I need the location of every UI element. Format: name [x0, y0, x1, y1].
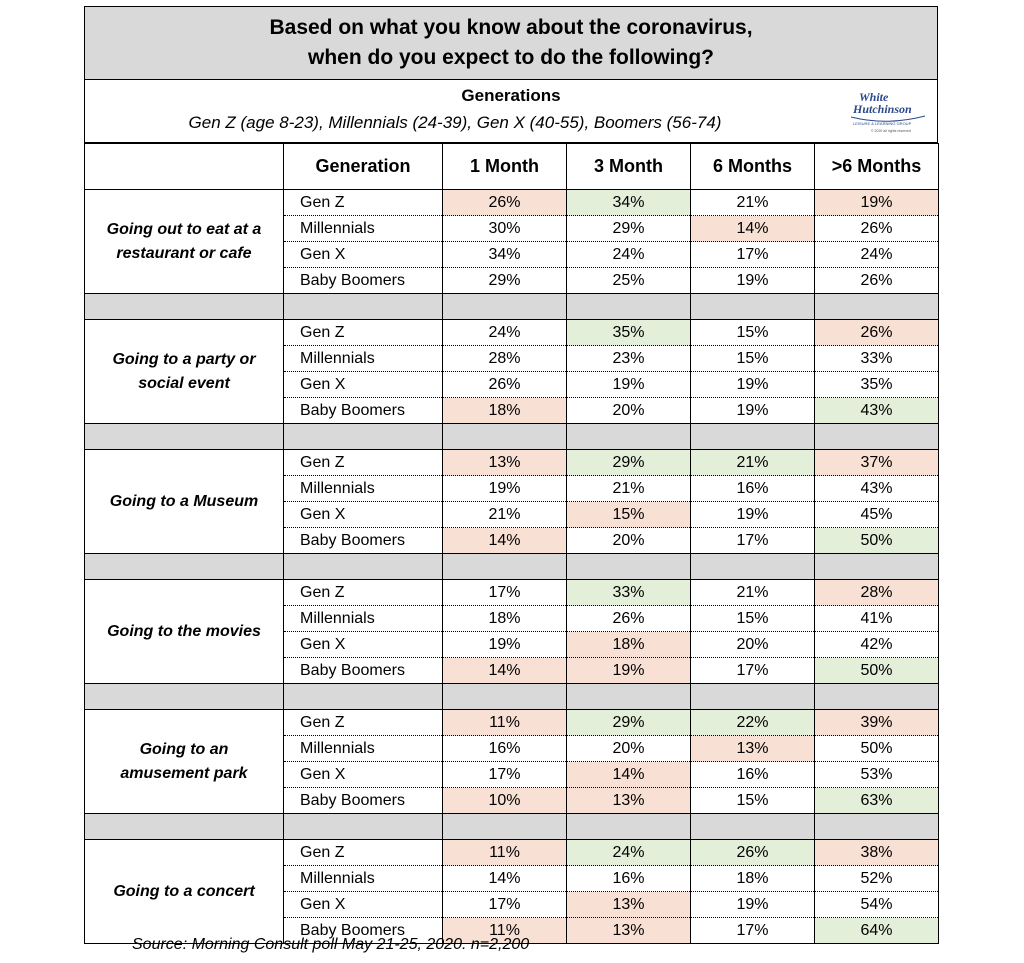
value-cell: 11% [443, 710, 567, 736]
generation-cell: Gen Z [284, 450, 443, 476]
value-cell: 21% [691, 580, 815, 606]
value-cell: 23% [567, 346, 691, 372]
spacer-cell [567, 684, 691, 710]
spacer-cell [85, 424, 284, 450]
spacer-cell [567, 814, 691, 840]
table-row [85, 320, 939, 346]
chart-container [84, 6, 938, 944]
spacer-cell [691, 554, 815, 580]
group-spacer [85, 684, 939, 710]
spacer-cell [567, 294, 691, 320]
value-cell: 54% [815, 892, 939, 918]
activity-label [85, 580, 284, 684]
spacer-cell [567, 554, 691, 580]
value-cell: 29% [567, 710, 691, 736]
generation-cell: Millennials [284, 346, 443, 372]
value-cell: 50% [815, 528, 939, 554]
generation-cell: Gen Z [284, 580, 443, 606]
value-cell: 28% [815, 580, 939, 606]
value-cell: 33% [567, 580, 691, 606]
spacer-cell [284, 424, 443, 450]
value-cell: 22% [691, 710, 815, 736]
group-spacer [85, 814, 939, 840]
generation-cell: Baby Boomers [284, 528, 443, 554]
value-cell: 14% [443, 866, 567, 892]
value-cell: 15% [691, 346, 815, 372]
title-line-1: Based on what you know about the coronavirus, [269, 16, 753, 39]
col-header-1-month: 1 Month [443, 144, 567, 190]
generation-cell: Gen Z [284, 320, 443, 346]
generation-cell: Millennials [284, 606, 443, 632]
group-spacer [85, 554, 939, 580]
spacer-cell [443, 814, 567, 840]
value-cell: 45% [815, 502, 939, 528]
value-cell: 26% [815, 216, 939, 242]
header-row [85, 144, 939, 190]
generation-cell: Millennials [284, 866, 443, 892]
value-cell: 15% [691, 320, 815, 346]
value-cell: 43% [815, 398, 939, 424]
spacer-cell [815, 554, 939, 580]
value-cell: 18% [691, 866, 815, 892]
activity-label-line: Going to a Museum [109, 492, 259, 510]
generation-cell: Gen Z [284, 840, 443, 866]
value-cell: 21% [691, 450, 815, 476]
generation-cell: Baby Boomers [284, 918, 443, 944]
activity-label-line: amusement park [120, 764, 248, 782]
spacer-cell [443, 424, 567, 450]
spacer-cell [815, 424, 939, 450]
activity-label-line: social event [138, 374, 230, 392]
value-cell: 21% [691, 190, 815, 216]
value-cell: 14% [443, 658, 567, 684]
value-cell: 15% [691, 606, 815, 632]
value-cell: 41% [815, 606, 939, 632]
spacer-cell [284, 814, 443, 840]
col-header-over-6-months: >6 Months [815, 144, 939, 190]
activity-label [85, 320, 284, 424]
spacer-cell [567, 424, 691, 450]
table-row [85, 580, 939, 606]
value-cell: 50% [815, 736, 939, 762]
spacer-cell [284, 684, 443, 710]
value-cell: 42% [815, 632, 939, 658]
value-cell: 19% [691, 892, 815, 918]
value-cell: 39% [815, 710, 939, 736]
value-cell: 64% [815, 918, 939, 944]
value-cell: 11% [443, 840, 567, 866]
value-cell: 14% [567, 762, 691, 788]
generation-cell: Gen X [284, 892, 443, 918]
spacer-cell [815, 684, 939, 710]
value-cell: 63% [815, 788, 939, 814]
value-cell: 15% [567, 502, 691, 528]
subtitle-heading: Generations [461, 86, 561, 105]
value-cell: 35% [815, 372, 939, 398]
value-cell: 19% [691, 398, 815, 424]
value-cell: 19% [691, 372, 815, 398]
generation-cell: Gen X [284, 502, 443, 528]
spacer-cell [691, 294, 815, 320]
value-cell: 17% [691, 658, 815, 684]
value-cell: 26% [815, 320, 939, 346]
spacer-cell [443, 684, 567, 710]
value-cell: 17% [691, 528, 815, 554]
value-cell: 52% [815, 866, 939, 892]
value-cell: 19% [443, 632, 567, 658]
value-cell: 28% [443, 346, 567, 372]
generation-cell: Gen Z [284, 190, 443, 216]
generation-cell: Gen X [284, 632, 443, 658]
value-cell: 29% [567, 216, 691, 242]
table-row [85, 450, 939, 476]
activity-label [85, 710, 284, 814]
value-cell: 25% [567, 268, 691, 294]
logo-text-2: Hutchinson [853, 102, 912, 116]
value-cell: 17% [443, 892, 567, 918]
spacer-cell [691, 684, 815, 710]
generation-cell: Baby Boomers [284, 268, 443, 294]
value-cell: 13% [443, 450, 567, 476]
value-cell: 26% [443, 190, 567, 216]
subtitle-groups: Gen Z (age 8-23), Millennials (24-39), Gen X (40-55), Boomers (56-74) [188, 113, 722, 132]
value-cell: 26% [443, 372, 567, 398]
value-cell: 29% [567, 450, 691, 476]
generation-cell: Gen X [284, 242, 443, 268]
activity-label-line: Going to an [139, 740, 229, 758]
activity-label-line: Going out to eat at a [106, 220, 262, 238]
value-cell: 26% [567, 606, 691, 632]
table-row [85, 190, 939, 216]
activity-label-line: Going to a party or [112, 350, 256, 368]
value-cell: 14% [443, 528, 567, 554]
activity-label-line: Going to a concert [113, 882, 255, 900]
logo-tagline: LEISURE & LEARNING GROUP [853, 121, 912, 126]
value-cell: 26% [815, 268, 939, 294]
value-cell: 35% [567, 320, 691, 346]
value-cell: 17% [443, 580, 567, 606]
value-cell: 16% [691, 476, 815, 502]
value-cell: 18% [443, 398, 567, 424]
value-cell: 20% [691, 632, 815, 658]
activity-label [85, 840, 284, 944]
value-cell: 24% [815, 242, 939, 268]
spacer-cell [443, 294, 567, 320]
value-cell: 20% [567, 398, 691, 424]
value-cell: 29% [443, 268, 567, 294]
value-cell: 34% [443, 242, 567, 268]
col-header-6-months: 6 Months [691, 144, 815, 190]
generation-cell: Gen Z [284, 710, 443, 736]
value-cell: 17% [691, 918, 815, 944]
value-cell: 20% [567, 528, 691, 554]
col-header-3-month: 3 Month [567, 144, 691, 190]
subtitle-banner [84, 80, 938, 143]
activity-label-line: Going to the movies [107, 622, 261, 640]
value-cell: 19% [567, 658, 691, 684]
value-cell: 33% [815, 346, 939, 372]
value-cell: 19% [443, 476, 567, 502]
generation-cell: Baby Boomers [284, 658, 443, 684]
generation-cell: Gen X [284, 372, 443, 398]
table-row [85, 840, 939, 866]
value-cell: 13% [567, 788, 691, 814]
spacer-cell [691, 814, 815, 840]
value-cell: 14% [691, 216, 815, 242]
spacer-cell [443, 554, 567, 580]
title-banner [84, 6, 938, 80]
value-cell: 13% [691, 736, 815, 762]
value-cell: 19% [567, 372, 691, 398]
activity-label [85, 190, 284, 294]
value-cell: 15% [691, 788, 815, 814]
value-cell: 50% [815, 658, 939, 684]
generation-cell: Baby Boomers [284, 788, 443, 814]
title-line-2: when do you expect to do the following? [308, 46, 714, 69]
value-cell: 24% [567, 840, 691, 866]
value-cell: 11% [443, 918, 567, 944]
header-blank [85, 144, 284, 190]
spacer-cell [284, 554, 443, 580]
spacer-cell [691, 424, 815, 450]
data-table [84, 143, 939, 944]
value-cell: 13% [567, 892, 691, 918]
value-cell: 30% [443, 216, 567, 242]
generation-cell: Gen X [284, 762, 443, 788]
spacer-cell [85, 554, 284, 580]
value-cell: 16% [567, 866, 691, 892]
value-cell: 26% [691, 840, 815, 866]
generation-cell: Millennials [284, 736, 443, 762]
group-spacer [85, 424, 939, 450]
value-cell: 20% [567, 736, 691, 762]
logo-text-1: White [859, 90, 889, 104]
value-cell: 16% [443, 736, 567, 762]
value-cell: 53% [815, 762, 939, 788]
activity-label-line: restaurant or cafe [116, 244, 252, 262]
logo-copyright: © 2020 all rights reserved [871, 129, 911, 133]
value-cell: 17% [691, 242, 815, 268]
value-cell: 19% [691, 268, 815, 294]
value-cell: 21% [567, 476, 691, 502]
value-cell: 16% [691, 762, 815, 788]
value-cell: 17% [443, 762, 567, 788]
spacer-cell [85, 684, 284, 710]
generation-cell: Baby Boomers [284, 398, 443, 424]
value-cell: 21% [443, 502, 567, 528]
value-cell: 18% [443, 606, 567, 632]
value-cell: 19% [691, 502, 815, 528]
white-hutchinson-logo [847, 88, 927, 136]
col-header-generation: Generation [284, 144, 443, 190]
value-cell: 18% [567, 632, 691, 658]
value-cell: 43% [815, 476, 939, 502]
generation-cell: Millennials [284, 476, 443, 502]
spacer-cell [85, 294, 284, 320]
value-cell: 24% [443, 320, 567, 346]
value-cell: 19% [815, 190, 939, 216]
value-cell: 24% [567, 242, 691, 268]
value-cell: 13% [567, 918, 691, 944]
value-cell: 37% [815, 450, 939, 476]
table-body [85, 190, 939, 944]
source-note: Source: Morning Consult poll May 21-25, 2020. n=2,200 [132, 936, 530, 953]
value-cell: 10% [443, 788, 567, 814]
generation-cell: Millennials [284, 216, 443, 242]
spacer-cell [284, 294, 443, 320]
activity-label [85, 450, 284, 554]
value-cell: 34% [567, 190, 691, 216]
value-cell: 38% [815, 840, 939, 866]
spacer-cell [815, 814, 939, 840]
spacer-cell [85, 814, 284, 840]
spacer-cell [815, 294, 939, 320]
table-row [85, 710, 939, 736]
group-spacer [85, 294, 939, 320]
